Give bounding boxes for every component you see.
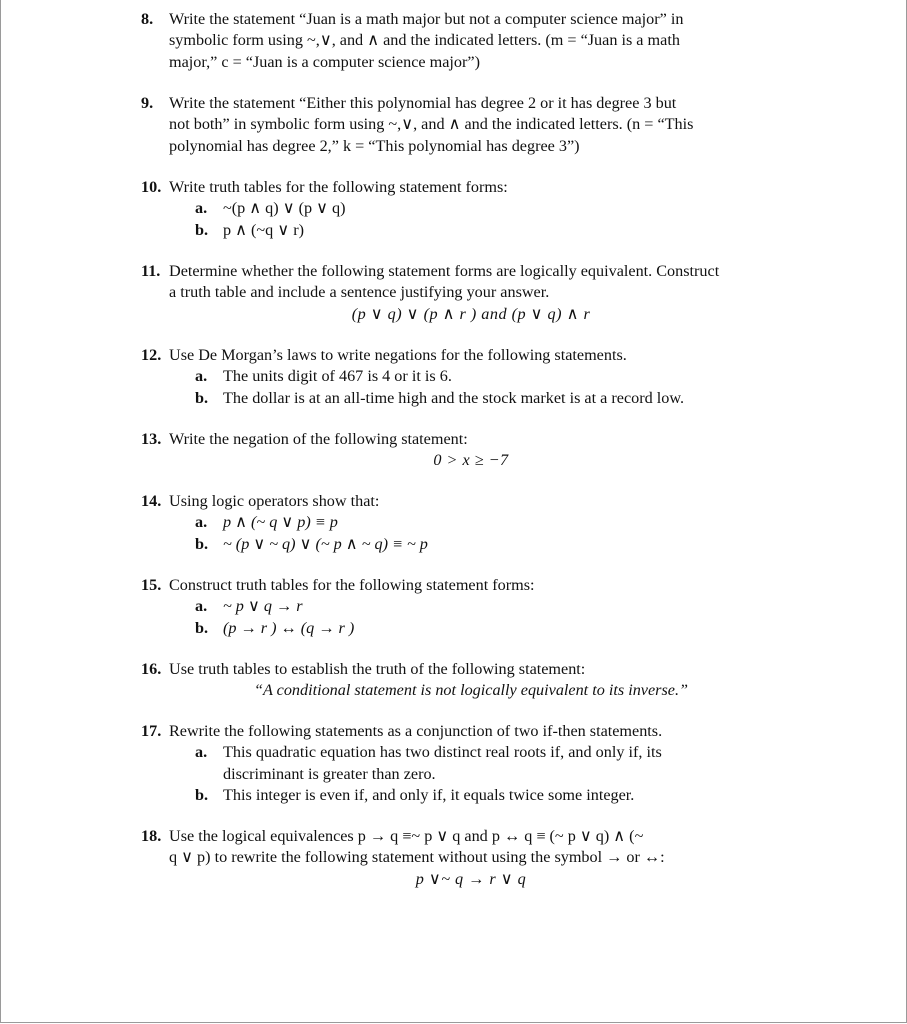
formula: p ∨~ q → r ∨ q [415,869,527,888]
problem-text: Use De Morgan’s laws to write negations for the following statements. [169,346,627,364]
problem-number: 13. [141,430,162,448]
problem-13 [141,429,801,472]
problem-18 [141,826,801,890]
sub-item-text: ~ (p ∨ ~ q) ∨ (~ p ∧ ~ q) ≡ ~ p [223,534,428,553]
problem-text: q ∨ p) to rewrite the following statement without using the symbol → or ↔: [169,848,665,867]
problem-11 [141,261,801,325]
sub-item-text: discriminant is greater than zero. [223,764,436,783]
problem-8 [141,9,801,73]
sub-item-label: a. [195,199,208,218]
problem-text: Write the negation of the following statement: [169,430,468,448]
sub-item-label: b. [195,534,209,553]
sub-item-label: b. [195,220,209,239]
problem-number: 8. [141,10,154,28]
problem-number: 18. [141,827,162,845]
problem-text: major,” c = “Juan is a computer science major”) [169,52,480,71]
sub-item-text: This integer is even if, and only if, it equals twice some integer. [223,786,635,805]
sub-item-label: a. [195,513,208,532]
problem-9 [141,93,801,157]
problem-text: polynomial has degree 2,” k = “This polynomial has degree 3”) [169,136,580,155]
sub-item-label: b. [195,388,209,407]
problem-number: 12. [141,346,162,364]
problem-text: Use the logical equivalences p → q ≡~ p ∨ q and p ↔ q ≡ (~ p ∨ q) ∧ (~ [169,827,644,845]
problem-number: 16. [141,660,162,678]
problem-text: Write the statement “Juan is a math major but not a computer science major” in [169,10,684,28]
problem-text: Rewrite the following statements as a conjunction of two if-then statements. [169,722,663,740]
problem-number: 11. [141,262,161,280]
sub-item-a [141,742,801,763]
problem-number: 17. [141,722,162,740]
problem-16 [141,659,801,702]
problem-text: not both” in symbolic form using ~,∨, and ∧ and the indicated letters. (n = “This [169,115,694,134]
sub-item-a [141,596,801,617]
problem-text: Construct truth tables for the following statement forms: [169,576,535,594]
problem-14 [141,491,801,555]
sub-item-text: p ∧ (~q ∨ r) [223,220,305,239]
problem-17 [141,721,801,807]
sub-item-text: The units digit of 467 is 4 or it is 6. [223,367,452,386]
sub-item-label: a. [195,367,208,386]
sub-item-b [141,785,801,806]
problem-number: 9. [141,94,154,112]
problem-text: a truth table and include a sentence justifying your answer. [169,283,550,302]
sub-item-a [141,198,801,219]
sub-item-a [141,512,801,533]
problem-text: Write the statement “Either this polynomial has degree 2 or it has degree 3 but [169,94,677,112]
sub-item-label: b. [195,618,209,637]
sub-item-b [141,220,801,241]
problem-text: Use truth tables to establish the truth of the following statement: [169,660,586,678]
sub-item-text: ~(p ∧ q) ∨ (p ∨ q) [223,199,346,218]
sub-item-b [141,388,801,409]
problem-number: 15. [141,576,162,594]
sub-item-text: The dollar is at an all-time high and the stock market is at a record low. [223,388,685,407]
problem-text: Write truth tables for the following statement forms: [169,178,508,196]
problem-text: symbolic form using ~,∨, and ∧ and the indicated letters. (m = “Juan is a math [169,31,680,50]
problem-10 [141,177,801,241]
problem-15 [141,575,801,639]
sub-item-label: a. [195,743,208,762]
sub-item-a [141,366,801,387]
problem-text: Determine whether the following statement forms are logically equivalent. Construct [169,262,720,280]
problem-number: 10. [141,178,162,196]
sub-item-text: p ∧ (~ q ∨ p) ≡ p [223,513,338,532]
sub-item-label: b. [195,786,209,805]
formula: (p ∨ q) ∨ (p ∧ r ) and (p ∨ q) ∧ r [351,304,591,323]
problem-text: Using logic operators show that: [169,492,380,510]
formula: 0 > x ≥ −7 [433,451,509,470]
sub-item-text: This quadratic equation has two distinct real roots if, and only if, its [223,743,662,762]
sub-item-text: (p → r ) ↔ (q → r ) [223,618,355,637]
sub-item-b [141,618,801,639]
problem-number: 14. [141,492,162,510]
sub-item-label: a. [195,597,208,616]
problem-12 [141,345,801,409]
sub-item-b [141,534,801,555]
sub-item-text: ~ p ∨ q → r [223,597,303,616]
quoted-statement: “A conditional statement is not logically equivalent to its inverse.” [253,681,689,700]
